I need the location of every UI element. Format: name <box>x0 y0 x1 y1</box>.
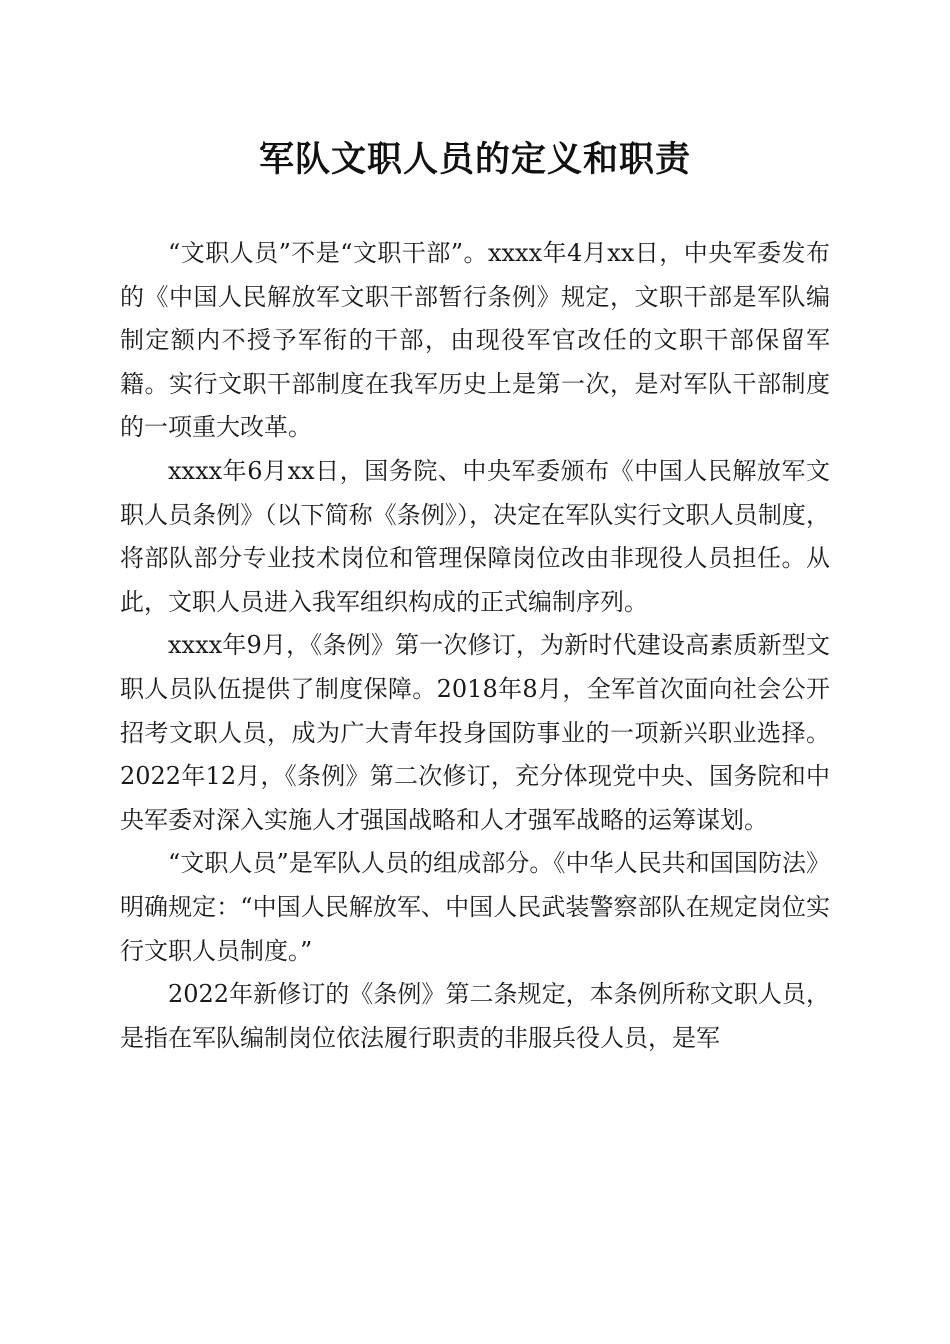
paragraph-2: xxxx年6月xx日，国务院、中央军委颁布《中国人民解放军文职人员条例》（以下简称《条例》），决定在军队实行文职人员制度，将部队部分专业技术岗位和管理保障岗位改由非现役人员担任。从此，文职人员进入我军组织构成的正式编制序列。 <box>120 456 830 616</box>
paragraph-4: “文职人员”是军队人员的组成部分。《中华人民共和国国防法》明确规定：“中国人民解放军、中国人民武装警察部队在规定岗位实行文职人员制度。” <box>120 849 830 965</box>
paragraph-5: 2022年新修订的《条例》第二条规定，本条例所称文职人员，是指在军队编制岗位依法履行职责的非服兵役人员，是军 <box>120 980 830 1052</box>
paragraph-1: “文职人员”不是“文职干部”。xxxx年4月xx日，中央军委发布的《中国人民解放军文职干部暂行条例》规定，文职干部是军队编制定额内不授予军衔的干部，由现役军官改任的文职干部保留军籍。实行文职干部制度在我军历史上是第一次，是对军队干部制度的一项重大改革。 <box>120 239 830 442</box>
paragraph-3: xxxx年9月，《条例》第一次修订，为新时代建设高素质新型文职人员队伍提供了制度保障。2018年8月，全军首次面向社会公开招考文职人员，成为广大青年投身国防事业的一项新兴职业选择。2022年12月，《条例》第二次修订，充分体现党中央、国务院和中央军委对深入实施人才强国战略和人才强军战略的运筹谋划。 <box>120 631 830 834</box>
document-title: 军队文职人员的定义和职责 <box>258 139 691 180</box>
document-body <box>120 232 830 1060</box>
